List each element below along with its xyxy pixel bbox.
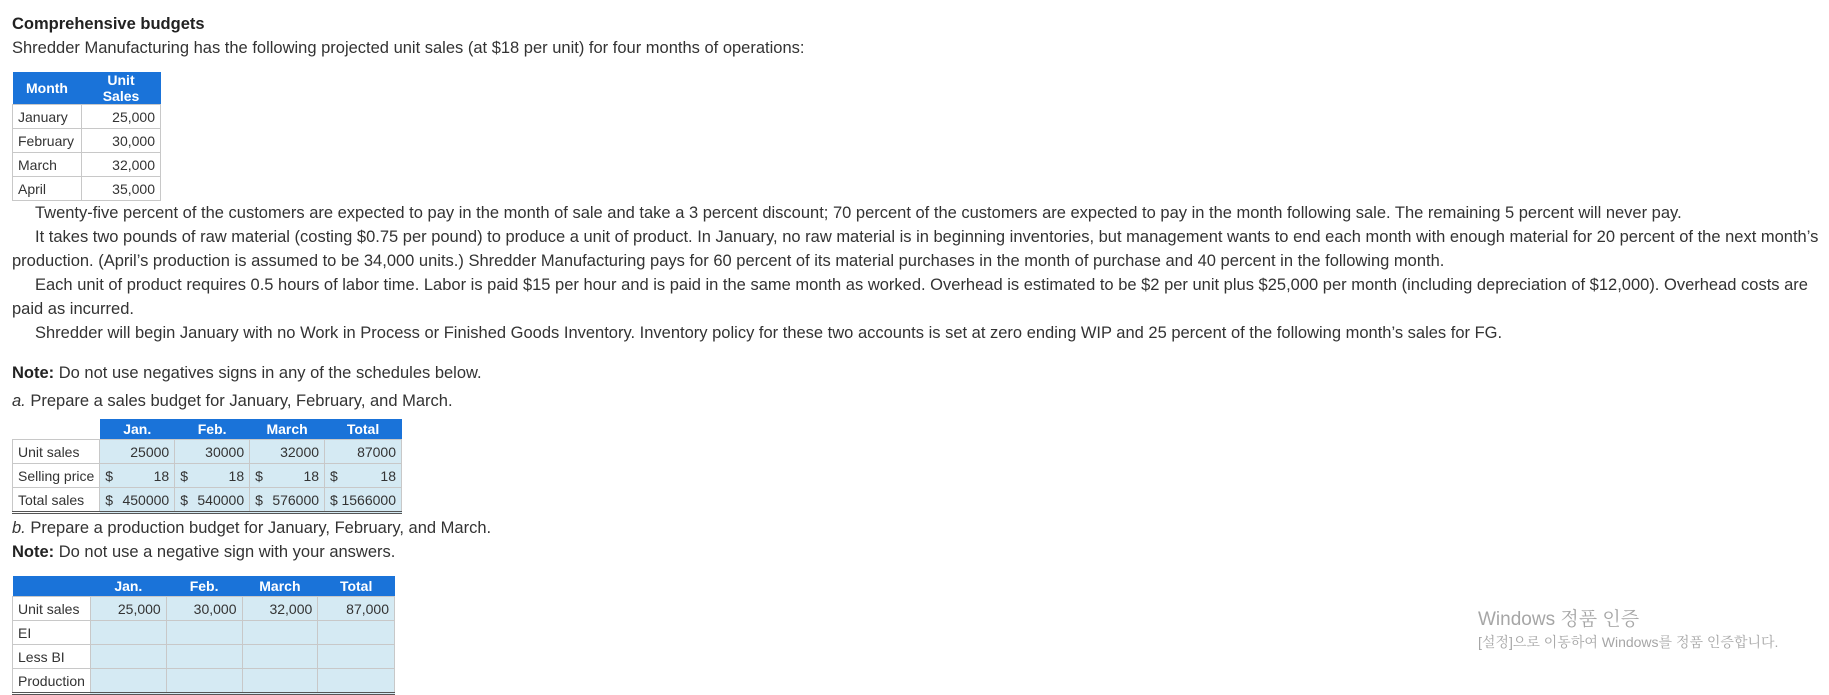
part-b-text: Prepare a production budget for January, February, and March. <box>25 519 492 537</box>
production-budget-table <box>12 576 395 695</box>
col-feb-header: Feb. <box>175 419 250 440</box>
col-total-header: Total <box>318 576 395 597</box>
total-sales-row <box>13 488 402 513</box>
less-bi-row <box>13 645 395 669</box>
month-cell: February <box>13 129 82 153</box>
inventory-paragraph: Shredder will begin January with no Work in Process or Finished Goods Inventory. Inventory policy for these two accounts is set at zero ending WIP and 25 percent of the following month’s sales for FG. <box>35 324 1503 342</box>
currency-sign: $ <box>255 467 263 484</box>
part-a-letter: a. <box>12 392 26 410</box>
row-label: Total sales <box>13 488 100 513</box>
input-cell[interactable] <box>175 464 250 488</box>
input-cell[interactable] <box>100 488 175 513</box>
input-cell[interactable]: 87000 <box>325 440 402 464</box>
sales-cell: 32,000 <box>82 153 161 177</box>
col-jan-header: Jan. <box>90 576 166 597</box>
sales-cell: 30,000 <box>82 129 161 153</box>
sales-budget-table <box>12 419 402 514</box>
input-cell[interactable] <box>325 488 402 513</box>
intro-text: Shredder Manufacturing has the following projected unit sales (at $18 per unit) for four months of operations: <box>12 39 805 57</box>
month-cell: January <box>13 105 82 129</box>
input-cell[interactable]: 87,000 <box>318 597 395 621</box>
input-cell[interactable] <box>166 621 242 645</box>
cell-value: 576000 <box>272 491 320 508</box>
problem-title: Comprehensive budgets <box>12 15 205 33</box>
payment-paragraph: Twenty-five percent of the customers are expected to pay in the month of sale and take a 3 percent discount; 70 percent of the customers are expected to pay in the month following sale. The remaining 5 percent will never pay. <box>35 204 1682 222</box>
selling-price-row <box>13 464 402 488</box>
currency-sign: $ <box>105 467 114 484</box>
ei-row <box>13 621 395 645</box>
watermark-title: Windows 정품 인증 <box>1478 609 1640 630</box>
input-cell[interactable] <box>242 669 318 694</box>
sales-cell: 25,000 <box>82 105 161 129</box>
table-row <box>13 129 161 153</box>
input-cell[interactable] <box>242 645 318 669</box>
watermark-subtitle: [설정]으로 이동하여 Windows를 정품 인증합니다. <box>1478 634 1779 650</box>
note-negative-sign <box>12 540 1820 564</box>
cell-value: 18 <box>228 467 245 484</box>
input-cell[interactable] <box>250 488 325 513</box>
col-feb-header: Feb. <box>166 576 242 597</box>
input-cell[interactable] <box>166 669 242 694</box>
row-label: Unit sales <box>13 597 91 621</box>
row-label: Selling price <box>13 464 100 488</box>
note-label: Note: <box>12 364 55 382</box>
currency-sign: $ <box>330 491 338 508</box>
cell-value: 18 <box>153 467 170 484</box>
windows-activation-watermark <box>1478 608 1778 652</box>
cell-value: 18 <box>380 467 396 484</box>
unit-sales-row <box>13 440 402 464</box>
input-cell[interactable] <box>318 669 395 694</box>
input-cell[interactable]: 25000 <box>100 440 175 464</box>
input-cell[interactable] <box>90 645 166 669</box>
part-a-text: Prepare a sales budget for January, February, and March. <box>25 392 453 410</box>
cell-value: 540000 <box>197 491 245 508</box>
row-label: Less BI <box>13 645 91 669</box>
month-cell: March <box>13 153 82 177</box>
note-text: Do not use negatives signs in any of the schedules below. <box>54 364 482 382</box>
cell-value: 1566000 <box>341 491 396 508</box>
input-cell[interactable] <box>100 464 175 488</box>
currency-sign: $ <box>180 491 188 508</box>
labor-paragraph: Each unit of product requires 0.5 hours of labor time. Labor is paid $15 per hour and is paid in the same month as worked. Overhead is estimated to be $2 per unit plus $25,000 per month (including depreciation of $12,000). Overhead costs are paid as incurred. <box>12 276 1808 318</box>
part-b-prompt <box>12 516 1820 540</box>
input-cell[interactable] <box>325 464 402 488</box>
col-march-header: March <box>242 576 318 597</box>
input-cell[interactable] <box>166 645 242 669</box>
row-label: Unit sales <box>13 440 100 464</box>
unit-sales-header: Unit Sales <box>82 72 161 105</box>
currency-sign: $ <box>255 491 263 508</box>
unit-sales-row <box>13 597 395 621</box>
sales-cell: 35,000 <box>82 177 161 201</box>
month-header: Month <box>13 72 82 105</box>
col-total-header: Total <box>325 419 402 440</box>
input-cell[interactable] <box>318 621 395 645</box>
input-cell[interactable]: 32,000 <box>242 597 318 621</box>
note-label: Note: <box>12 543 55 561</box>
input-cell[interactable]: 30000 <box>175 440 250 464</box>
table-row <box>13 177 161 201</box>
input-cell[interactable] <box>175 488 250 513</box>
input-cell[interactable] <box>90 669 166 694</box>
note-negatives <box>12 361 1820 385</box>
col-jan-header: Jan. <box>100 419 175 440</box>
input-cell[interactable] <box>90 621 166 645</box>
input-cell[interactable] <box>318 645 395 669</box>
production-row <box>13 669 395 694</box>
part-b-letter: b. <box>12 519 26 537</box>
input-cell[interactable]: 30,000 <box>166 597 242 621</box>
input-cell[interactable]: 25,000 <box>90 597 166 621</box>
table-row <box>13 105 161 129</box>
part-a-prompt <box>12 389 1820 413</box>
note-text: Do not use a negative sign with your answers. <box>54 543 396 561</box>
problem-page <box>12 10 1820 695</box>
cell-value: 18 <box>303 467 320 484</box>
month-cell: April <box>13 177 82 201</box>
material-paragraph: It takes two pounds of raw material (costing $0.75 per pound) to produce a unit of product. In January, no raw material is in beginning inventories, but management wants to end each month with enough material for 20 percent of the next month’s production. (April’s production is assumed to be 34,000 units.) Shredder Manufacturing pays for 60 percent of its material purchases in the month of purchase and 40 percent in the following month. <box>12 228 1819 270</box>
col-march-header: March <box>250 419 325 440</box>
row-label: EI <box>13 621 91 645</box>
table-row <box>13 153 161 177</box>
currency-sign: $ <box>330 467 338 484</box>
cell-value: 450000 <box>122 491 170 508</box>
currency-sign: $ <box>180 467 188 484</box>
row-label: Production <box>13 669 91 694</box>
input-cell[interactable] <box>242 621 318 645</box>
currency-sign: $ <box>105 491 114 508</box>
unit-sales-table <box>12 72 161 201</box>
input-cell[interactable] <box>250 464 325 488</box>
input-cell[interactable]: 32000 <box>250 440 325 464</box>
